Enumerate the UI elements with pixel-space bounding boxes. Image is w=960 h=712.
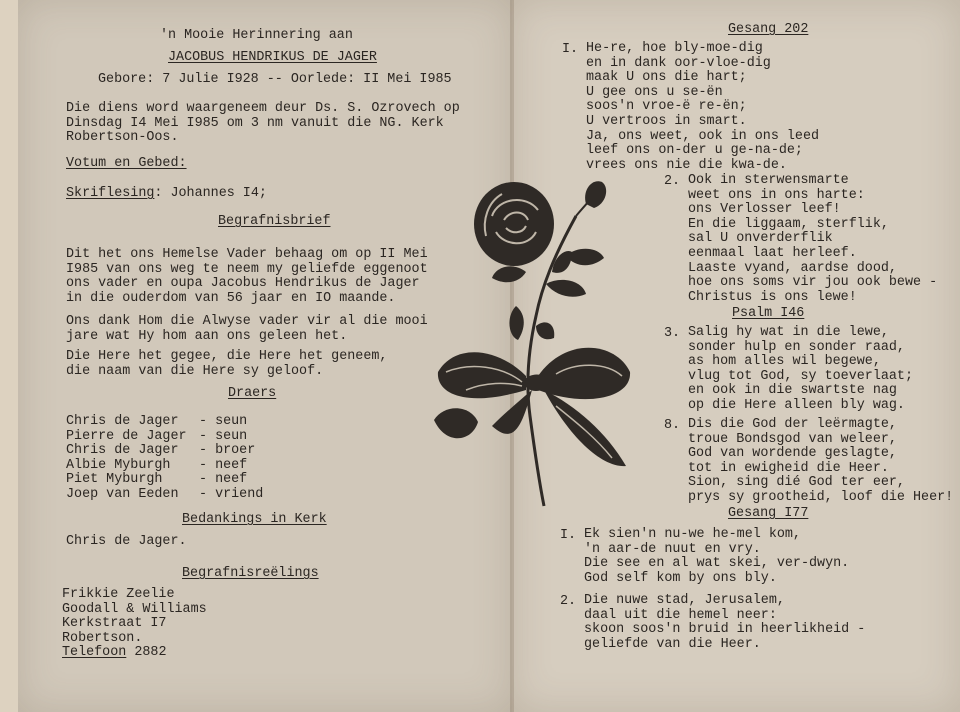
bedankings-text: Chris de Jager. <box>66 534 187 549</box>
gesang-177-heading: Gesang I77 <box>728 506 809 521</box>
verse-number: 8. <box>664 418 681 433</box>
gesang-177-verse-1: Ek sien'n nu-we he-mel kom, 'n aar-de nuut en vry. Die see en al wat skei, ver-dwyn. God self kom by ons bly. <box>584 527 850 586</box>
bedankings-heading: Bedankings in Kerk <box>182 512 327 527</box>
birth-death-dates: Gebore: 7 Julie I928 -- Oorlede: II Mei I985 <box>98 72 452 87</box>
gesang-202-verse-2: Ook in sterwensmarte weet ons in ons harte: ons Verlosser leef! En die liggaam, sterflik, sal U onverderflik eenmaal laat herleef. Laaste vyand, aardse dood, hoe ons soms vir jou ook bewe - Christus is ons lewe! <box>688 173 938 305</box>
bearer-row: Albie Myburgh - neef <box>66 457 248 473</box>
verse-number: 2. <box>664 174 681 189</box>
bearer-row: Chris de Jager - seun <box>66 414 248 429</box>
begrafnisbrief-heading: Begrafnisbrief <box>218 214 331 229</box>
gesang-177-verse-2: Die nuwe stad, Jerusalem, daal uit die hemel neer: skoon soos'n bruid in heerlikheid - geliefde van die Heer. <box>584 593 866 652</box>
gesang-202-heading: Gesang 202 <box>728 22 809 37</box>
psalm-146-verse-8: Dis die God der leërmagte, troue Bondsgod van weleer, God van wordende geslagte, tot in ewigheid die Heer. Sion, sing dié God ter eer, prys sy grootheid, loof die Heer! <box>688 417 954 505</box>
bearer-row: Piet Myburgh - neef <box>66 472 248 488</box>
psalm-146-heading: Psalm I46 <box>732 306 805 321</box>
bearers-list <box>66 414 263 502</box>
rose-with-ribbon-illustration <box>426 176 682 516</box>
letter-paragraph-3: Die Here het gegee, die Here het geneem, die naam van die Here sy geloof. <box>66 349 388 379</box>
verse-number: I. <box>560 528 577 543</box>
draers-heading: Draers <box>228 386 277 401</box>
telefoon-line: Telefoon 2882 <box>62 645 167 661</box>
deceased-name: JACOBUS HENDRIKUS DE JAGER <box>168 50 377 65</box>
votum-heading: Votum en Gebed: <box>66 156 187 171</box>
bearer-row: Chris de Jager - broer <box>66 443 256 459</box>
skriflesing: Skriflesing: Johannes I4; <box>66 186 267 201</box>
verse-number: I. <box>562 42 579 57</box>
bearer-row: Joep van Eeden - vriend <box>66 486 264 502</box>
memorial-title: 'n Mooie Herinnering aan <box>160 28 353 43</box>
psalm-146-verse-3: Salig hy wat in die lewe, sonder hulp en sonder raad, as hom alles wil begewe, vlug tot God, sy toeverlaat; en ook in die swartste nag op die Here alleen bly wag. <box>688 325 913 413</box>
undertaker-info: Frikkie Zeelie Goodall & Williams Kerkstraat I7 Robertson. Telefoon 2882 <box>62 587 207 661</box>
verse-number: 3. <box>664 326 681 341</box>
service-info: Die diens word waargeneem deur Ds. S. Ozrovech op Dinsdag I4 Mei I985 om 3 nm vanuit die NG. Kerk Robertson-Oos. <box>66 101 460 146</box>
reelings-heading: Begrafnisreëlings <box>182 566 319 581</box>
bearer-row: Pierre de Jager - seun <box>66 428 248 444</box>
letter-paragraph-1: Dit het ons Hemelse Vader behaag om op II Mei I985 van ons weg te neem my geliefde eggenoot ons vader en oupa Jacobus Hendrikus de Jager in die ouderdom van 56 jaar en IO maande. <box>66 247 428 306</box>
gesang-202-verse-1: He-re, hoe bly-moe-dig en in dank oor-vloe-dig maak U ons die hart; U gee ons u se-ën soos'n vroe-ë re-ën; U vertroos in smart. Ja, ons weet, ook in ons leed leef ons on-der u ge-na-de; vrees ons nie die kwa-de. <box>586 41 820 173</box>
verse-number: 2. <box>560 594 577 609</box>
letter-paragraph-2: Ons dank Hom die Alwyse vader vir al die mooi jare wat Hy hom aan ons geleen het. <box>66 314 428 344</box>
